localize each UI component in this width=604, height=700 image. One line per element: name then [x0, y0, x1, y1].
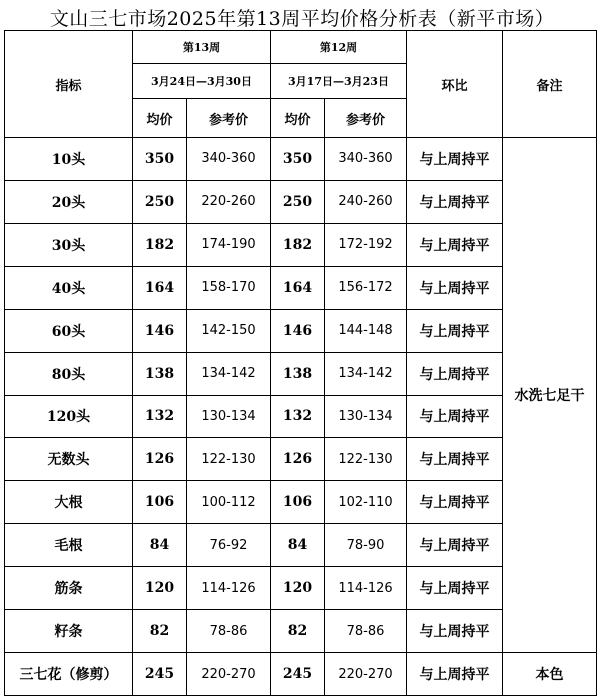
- avg-price-week12: 132: [271, 395, 325, 438]
- header-ref-12: 参考价: [325, 99, 407, 138]
- header-avg-12: 均价: [271, 99, 325, 138]
- ref-price-week12: 156-172: [325, 266, 407, 309]
- page-title: 文山三七市场2025年第13周平均价格分析表（新平市场）: [49, 8, 555, 30]
- header-week13: 第13周: [133, 31, 271, 64]
- table-body: [5, 138, 597, 696]
- ref-price-week13: 158-170: [187, 266, 271, 309]
- row-name: 毛根: [5, 524, 133, 567]
- header-week12: 第12周: [271, 31, 407, 64]
- ref-price-week12: 102-110: [325, 481, 407, 524]
- change-status: 与上周持平: [407, 180, 503, 223]
- row-name: 60头: [5, 309, 133, 352]
- change-status: 与上周持平: [407, 524, 503, 567]
- avg-price-week13: 182: [133, 223, 187, 266]
- change-status: 与上周持平: [407, 610, 503, 653]
- ref-price-week12: 122-130: [325, 438, 407, 481]
- header-note: 备注: [503, 31, 597, 138]
- avg-price-week13: 120: [133, 567, 187, 610]
- header-ref-13: 参考价: [187, 99, 271, 138]
- row-name: 40头: [5, 266, 133, 309]
- row-name: 120头: [5, 395, 133, 438]
- change-status: 与上周持平: [407, 567, 503, 610]
- note-cell-last: 本色: [503, 653, 597, 696]
- avg-price-week13: 250: [133, 180, 187, 223]
- avg-price-week13: 132: [133, 395, 187, 438]
- table-row: [5, 138, 597, 181]
- price-table: [4, 30, 597, 696]
- ref-price-week13: 220-270: [187, 653, 271, 696]
- avg-price-week13: 146: [133, 309, 187, 352]
- ref-price-week13: 76-92: [187, 524, 271, 567]
- row-name: 10头: [5, 138, 133, 181]
- avg-price-week12: 164: [271, 266, 325, 309]
- ref-price-week13: 122-130: [187, 438, 271, 481]
- avg-price-week12: 250: [271, 180, 325, 223]
- ref-price-week12: 220-270: [325, 653, 407, 696]
- ref-price-week13: 220-260: [187, 180, 271, 223]
- change-status: 与上周持平: [407, 138, 503, 181]
- header-week12-range: 3月17日—3月23日: [271, 64, 407, 99]
- ref-price-week13: 142-150: [187, 309, 271, 352]
- avg-price-week12: 82: [271, 610, 325, 653]
- header-week13-range: 3月24日—3月30日: [133, 64, 271, 99]
- ref-price-week12: 78-90: [325, 524, 407, 567]
- avg-price-week13: 126: [133, 438, 187, 481]
- ref-price-week13: 340-360: [187, 138, 271, 181]
- change-status: 与上周持平: [407, 223, 503, 266]
- avg-price-week12: 84: [271, 524, 325, 567]
- row-name: 籽条: [5, 610, 133, 653]
- avg-price-week13: 84: [133, 524, 187, 567]
- header-avg-13: 均价: [133, 99, 187, 138]
- table-row: [5, 653, 597, 696]
- change-status: 与上周持平: [407, 352, 503, 395]
- avg-price-week13: 106: [133, 481, 187, 524]
- avg-price-week12: 106: [271, 481, 325, 524]
- ref-price-week12: 172-192: [325, 223, 407, 266]
- change-status: 与上周持平: [407, 653, 503, 696]
- ref-price-week12: 130-134: [325, 395, 407, 438]
- avg-price-week12: 182: [271, 223, 325, 266]
- change-status: 与上周持平: [407, 438, 503, 481]
- change-status: 与上周持平: [407, 266, 503, 309]
- ref-price-week12: 240-260: [325, 180, 407, 223]
- row-name: 大根: [5, 481, 133, 524]
- avg-price-week12: 245: [271, 653, 325, 696]
- ref-price-week12: 78-86: [325, 610, 407, 653]
- avg-price-week13: 138: [133, 352, 187, 395]
- ref-price-week12: 134-142: [325, 352, 407, 395]
- avg-price-week13: 350: [133, 138, 187, 181]
- ref-price-week13: 130-134: [187, 395, 271, 438]
- avg-price-week12: 146: [271, 309, 325, 352]
- row-name: 80头: [5, 352, 133, 395]
- ref-price-week12: 340-360: [325, 138, 407, 181]
- avg-price-week12: 350: [271, 138, 325, 181]
- header-change: 环比: [407, 31, 503, 138]
- avg-price-week13: 82: [133, 610, 187, 653]
- ref-price-week12: 114-126: [325, 567, 407, 610]
- avg-price-week12: 126: [271, 438, 325, 481]
- row-name: 无数头: [5, 438, 133, 481]
- header-indicator: 指标: [5, 31, 133, 138]
- ref-price-week13: 100-112: [187, 481, 271, 524]
- ref-price-week13: 114-126: [187, 567, 271, 610]
- note-cell: 水洗七足干: [503, 138, 597, 653]
- change-status: 与上周持平: [407, 395, 503, 438]
- avg-price-week13: 245: [133, 653, 187, 696]
- row-name: 20头: [5, 180, 133, 223]
- change-status: 与上周持平: [407, 481, 503, 524]
- ref-price-week12: 144-148: [325, 309, 407, 352]
- change-status: 与上周持平: [407, 309, 503, 352]
- avg-price-week12: 120: [271, 567, 325, 610]
- row-name: 三七花（修剪）: [5, 653, 133, 696]
- ref-price-week13: 174-190: [187, 223, 271, 266]
- avg-price-week13: 164: [133, 266, 187, 309]
- ref-price-week13: 78-86: [187, 610, 271, 653]
- row-name: 筋条: [5, 567, 133, 610]
- avg-price-week12: 138: [271, 352, 325, 395]
- ref-price-week13: 134-142: [187, 352, 271, 395]
- row-name: 30头: [5, 223, 133, 266]
